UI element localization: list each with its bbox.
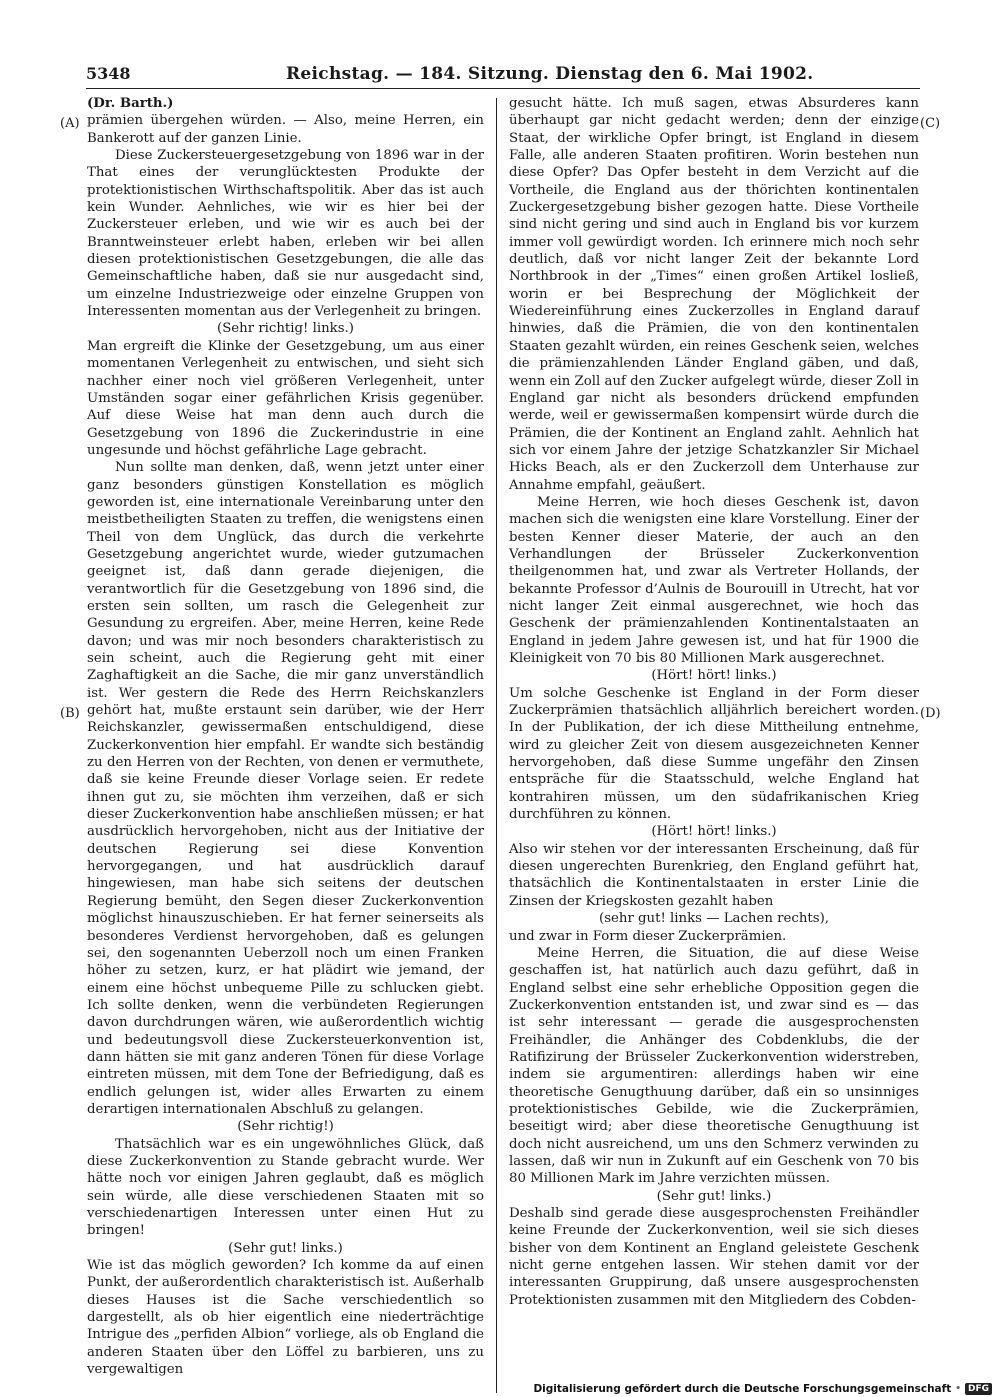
paragraph: Diese Zuckersteuergesetzgebung von 1896 war in der That eines der verunglücktesten Produkte der protektionistischen Wirthschaftspolitik. Aber das ist auch kein Wunder. Aehnliches, wie wir es hier bei der Zuckersteuer erleben, und wie wir es auch bei der Branntweinsteuer erlebt haben, erleben wir bei allen diesen protektionistischen Gesetzgebungen, die alle das Gemeinschaftliche haben, daß sie nur ausgedacht sind, um einzelne Industriezweige oder einzelne Gruppen von Interessenten momentan aus der Verlegenheit zu bringen. [87, 148, 484, 320]
interjection: (Sehr richtig!) [237, 1119, 334, 1135]
speaker-name: (Dr. Barth.) [87, 96, 174, 111]
paragraph: Meine Herren, wie hoch dieses Geschenk ist, davon machen sich die wenigsten eine klare Vorstellung. Einer der besten Kenner dieser Materie, der auch an den Verhandlungen der Brüsseler Zuckerkonvention theilgenommen hat, und zwar als Vertreter Hollands, der bekannte Professor d’Aulnis de Bourouill in Utrecht, hat vor nicht langer Zeit einmal ausgerechnet, wie hoch das Geschenk der prämienzahlenden Kontinentalstaaten an England in jedem Jahre gewesen ist, und hat für 1900 die Kleinigkeit von 70 bis 80 Millionen Mark ausgerechnet. [509, 494, 919, 666]
paragraph: Meine Herren, die Situation, die auf diese Weise geschaffen ist, hat natürlich auch dazu geführt, daß in England selbst eine sehr erhebliche Opposition gegen die Zuckerkonvention entstanden ist, und zwar sind es — das ist sehr interessant — gerade die ausgesprochensten Freihändler, die Anhänger des Cobdenklubs, die der Ratifizirung der Brüsseler Zuckerkonvention widerstreben, indem sie argumentiren: allerdings haben wir eine theoretische Genugthuung darüber, daß ein so unsinniges protektionistisches Gebilde, wie die Zuckerprämien, beseitigt wird; aber diese theoretische Genugthuung ist doch nicht ausreichend, um uns den Schmerz verwinden zu lassen, daß wir nun in Zukunft auf ein Geschenk von 70 bis 80 Millionen Mark im Jahre verzichten müssen. [509, 945, 919, 1187]
footer-credit [533, 1383, 992, 1395]
running-head: Reichstag. — 184. Sitzung. Dienstag den 6. Mai 1902. [286, 64, 814, 84]
interjection: (Hört! hört! links.) [651, 824, 777, 840]
margin-mark-a: (A) [60, 116, 80, 131]
interjection: (Sehr gut! links.) [656, 1188, 772, 1204]
paragraph: gesucht hätte. Ich muß sagen, etwas Absurderes kann überhaupt gar nicht gedacht werden; denn der einzige Staat, der wirkliche Opfer bringt, ist England in diesem Falle, alle anderen Staaten profitiren. Worin bestehen nun diese Opfer? Das Opfer besteht in dem Verzicht auf die Vortheile, die England aus der thörichten kontinentalen Zuckergesetzgebung bisher gezogen hatte. Diese Vortheile sind nicht gering und sind auch in England bis vor kurzem immer voll gewürdigt worden. Ich erinnere mich noch sehr deutlich, daß vor nicht langer Zeit der bekannte Lord Northbrook in der „Times“ einen großen Artikel losließ, worin er bei Besprechung der Möglichkeit der Wiedereinführung eines Zuckerzolles in England darauf hinwies, daß die Prämien, die von den kontinentalen Staaten gezahlt würden, ein reines Geschenk seien, welches die prämienzahlenden Länder England gäben, und daß, wenn ein Zoll auf den Zucker aufgelegt würde, dieser Zoll in England gar nicht als besonders drückend empfunden werde, weil er gewissermaßen kompensirt würde durch die Prämien, die der Kontinent an England zahlt. Aehnlich hat sich vor einem Jahre der jetzige Schatzkanzler Sir Michael Hicks Beach, als er den Zuckerzoll dem Unterhause zur Annahme empfahl, geäußert. [509, 96, 919, 493]
interjection: (sehr gut! links — Lachen rechts), [599, 911, 829, 927]
paragraph: Also wir stehen vor der interessanten Erscheinung, daß für diesen ungerechten Burenkrieg, den England geführt hat, thatsächlich die Kontinentalstaaten in erster Linie die Zinsen der Kriegskosten gezahlt haben [509, 841, 919, 909]
interjection: (Sehr gut! links.) [228, 1240, 343, 1256]
margin-mark-b: (B) [60, 706, 80, 721]
header-rule [86, 88, 920, 89]
paragraph: und zwar in Form dieser Zuckerprämien. [509, 928, 787, 944]
paragraph: Man ergreift die Klinke der Gesetzgebung, um aus einer momentanen Verlegenheit zu entwischen, und sieht sich nachher einer noch viel größeren Verlegenheit, unter Umständen sogar einer gefährlichen Krisis gegenüber. Auf diese Weise hat man denn auch durch die Gesetzgebung von 1896 die Zuckerindustrie in eine ungesunde und höchst gefährliche Lage gebracht. [87, 338, 484, 458]
paragraph: Nun sollte man denken, daß, wenn jetzt unter einer ganz besonders günstigen Konstellation es möglich geworden ist, eine internationale Vereinbarung unter den meistbetheiligten Staaten zu treffen, die wenigstens einen Theil von dem Unglück, das durch die verkehrte Gesetzgebung angerichtet wurde, wieder gutzumachen geeignet ist, daß dann gerade diejenigen, die verantwortlich für die Gesetzgebung von 1896 sind, die ersten sein sollten, um rasch die Gelegenheit zur Gesundung zu ergreifen. Aber, meine Herren, keine Rede davon; und was mir noch besonders charakteristisch zu sein scheint, auch die Regierung geht mit einer Zaghaftigkeit an die Sache, die mir ganz unverständlich ist. Wer gestern die Rede des Herrn Reichskanzlers gehört hat, mußte erstaunt sein darüber, wie der Herr Reichskanzler, gewissermaßen entschuldigend, diese Zuckerkonvention hier empfahl. Er wandte sich beständig zu den Herren von der Rechten, von denen er vermuthete, daß sie keine Freunde dieser Vorlage seien. Er redete ihnen gut zu, sie möchten ihm verzeihen, daß er sich dieser Zuckerkonvention habe anschließen müssen; er hat ausdrücklich hervorgehoben, nicht aus der Initiative der deutschen Regierung sei diese Konvention hervorgegangen, und hat ausdrücklich darauf hingewiesen, man habe sich seitens der deutschen Regierung bemüht, den Segen dieser Zuckerkonvention möglichst hinauszuschieben. Er hat ferner seinerseits als besonderes Verdienst hervorgehoben, daß es gelungen sei, den sogenannten Ueberzoll noch um einen Franken höher zu setzen, kurz, er hat plädirt wie jemand, der einem eine höchst unbequeme Pille zu schlucken giebt. Ich sollte denken, wenn die verbündeten Regierungen davon durchdrungen wären, wie außerordentlich wichtig und bedeutungsvoll diese Zuckersteuerkonvention ist, dann hätten sie mit ganz anderen Tönen für diese Vorlage eintreten müssen, mit dem Tone der Befriedigung, daß es endlich gelungen ist, wider alles Erwarten zu einem derartigen internationalen Abschluß zu gelangen. [87, 460, 484, 1117]
paragraph: prämien übergehen würden. — Also, meine Herren, ein Bankerott auf der ganzen Linie. [87, 113, 484, 146]
paragraph: Thatsächlich war es ein ungewöhnliches Glück, daß diese Zuckerkonvention zu Stande gebracht wurde. Wer hätte noch vor einigen Jahren geglaubt, daß es möglich sein würde, alle diese verschiedenen Staaten mit so verschiedenartigen Interessen unter einen Hut zu bringen! [87, 1136, 484, 1239]
margin-mark-c: (C) [920, 116, 941, 131]
margin-mark-d: (D) [920, 706, 941, 721]
paragraph: Deshalb sind gerade diese ausgesprochensten Freihändler keine Freunde der Zuckerkonvention, weil sie sich dieses bisher von dem Kontinent an England geleistete Geschenk nicht gerne entgehen lassen. Wir stehen damit vor der interessanten Gruppirung, daß unsere ausgesprochensten Protektionisten zusammen mit den Mitgliedern des Cobden- [509, 1206, 919, 1308]
dfg-logo: DFG [965, 1383, 992, 1395]
interjection: (Sehr richtig! links.) [217, 321, 354, 337]
left-column [87, 95, 484, 1378]
interjection: (Hört! hört! links.) [651, 668, 777, 684]
paragraph: Um solche Geschenke ist England in der Form dieser Zuckerprämien thatsächlich alljährlich bereichert worden. In der Publikation, der ich diese Mittheilung entnehme, wird zu gleicher Zeit von diesem ausgezeichneten Kenner hervorgehoben, daß diese Summe ungefähr den Zinsen entspräche für die Staatsschuld, welche England hat kontrahiren müssen, um den südafrikanischen Krieg durchführen zu können. [509, 685, 919, 823]
separator-dot-icon: • [955, 1384, 961, 1394]
paragraph: Wie ist das möglich geworden? Ich komme da auf einen Punkt, der außerordentlich charakteristisch ist. Außerhalb dieses Hauses ist die Sache verschiedentlich so dargestellt, als ob hier eigentlich eine niederträchtige Intrigue des „perfiden Albion“ vorliege, als ob England die anderen Staaten über den Löffel zu barbieren, uns zu vergewaltigen [87, 1258, 484, 1378]
right-column [509, 95, 919, 1309]
column-divider [496, 98, 497, 1393]
footer-text: Digitalisierung gefördert durch die Deutsche Forschungsgemeinschaft [533, 1383, 952, 1395]
page-number: 5348 [86, 64, 131, 83]
